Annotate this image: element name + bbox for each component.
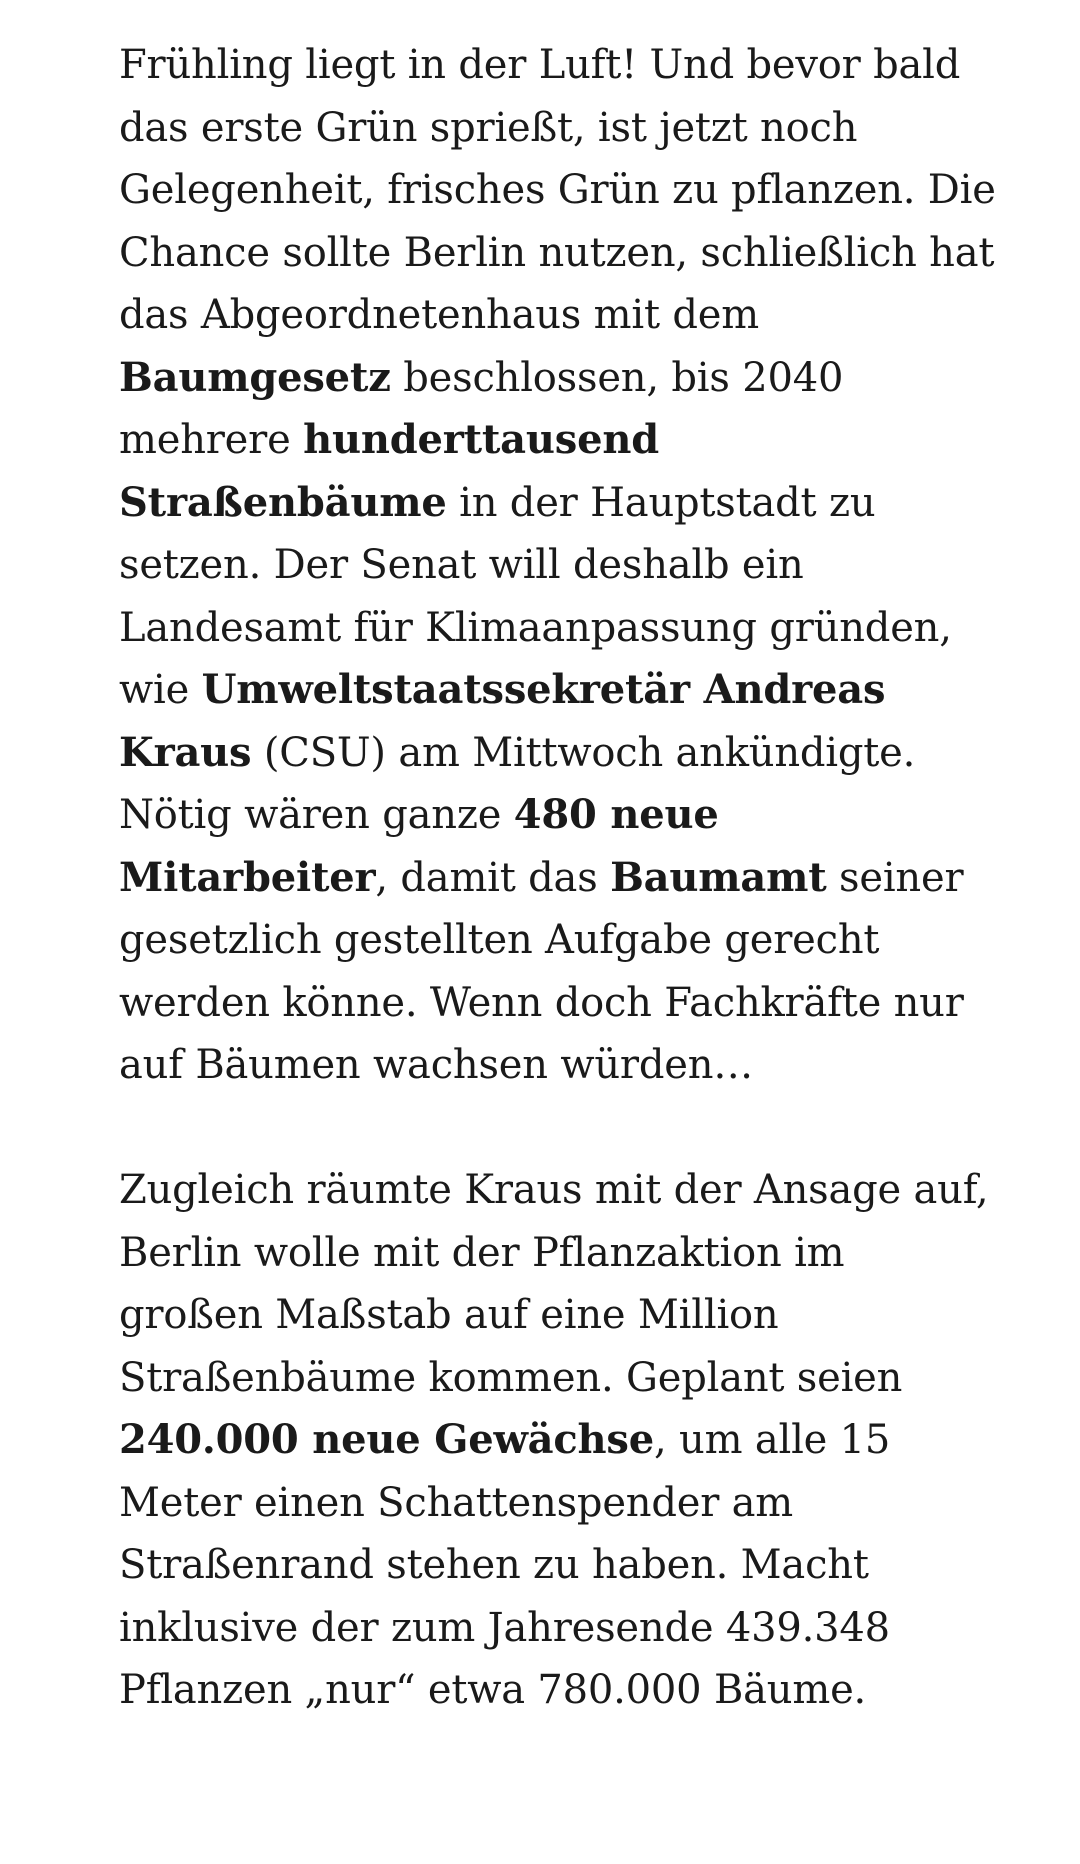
text-segment: (CSU) am Mittwoch ankündigte. Nötig wären ganze (119, 729, 916, 838)
text-segment: Frühling liegt in der Luft! Und bevor bald das erste Grün sprießt, ist jetzt noch Gelegenheit, frisches Grün zu pflanzen. Die Chance sollte Berlin nutzen, schließlich hat das Abgeordnetenhaus mit dem (119, 42, 996, 338)
text-segment: Zugleich räumte Kraus mit der Ansage auf, Berlin wolle mit der Pflanzaktion im großen Maßstab auf eine Million Straßenbäume kommen. Geplant seien (119, 1167, 989, 1401)
text-segment: seiner gesetzlich gestellten Aufgabe gerecht werden könne. Wenn doch Fachkräfte nur auf Bäumen wachsen würden… (119, 854, 964, 1088)
text-segment: , damit das (375, 854, 611, 901)
text-segment: , um alle 15 Meter einen Schattenspender am Straßenrand stehen zu haben. Macht inklusive der zum Jahresende 439.348 Pflanzen „nur“ etwa 780.000 Bäume. (119, 1417, 891, 1713)
bold-text-segment: Baumgesetz (119, 353, 391, 401)
article-paragraph (119, 1159, 999, 1722)
bold-text-segment: hunderttausend Straßenbäume (119, 416, 659, 526)
bold-text-segment: 480 neue Mitarbeiter (119, 791, 719, 901)
bold-text-segment: Baumamt (610, 853, 827, 901)
article-body (119, 34, 999, 1722)
bold-text-segment: Umweltstaatssekretär Andreas Kraus (119, 666, 886, 776)
text-segment: in der Hauptstadt zu setzen. Der Senat will deshalb ein Landesamt für Klimaanpassung gründen, wie (119, 479, 952, 713)
article-paragraph (119, 34, 999, 1097)
bold-text-segment: 240.000 neue Gewächse (119, 1416, 654, 1463)
text-segment: beschlossen, bis 2040 mehrere (119, 354, 844, 463)
